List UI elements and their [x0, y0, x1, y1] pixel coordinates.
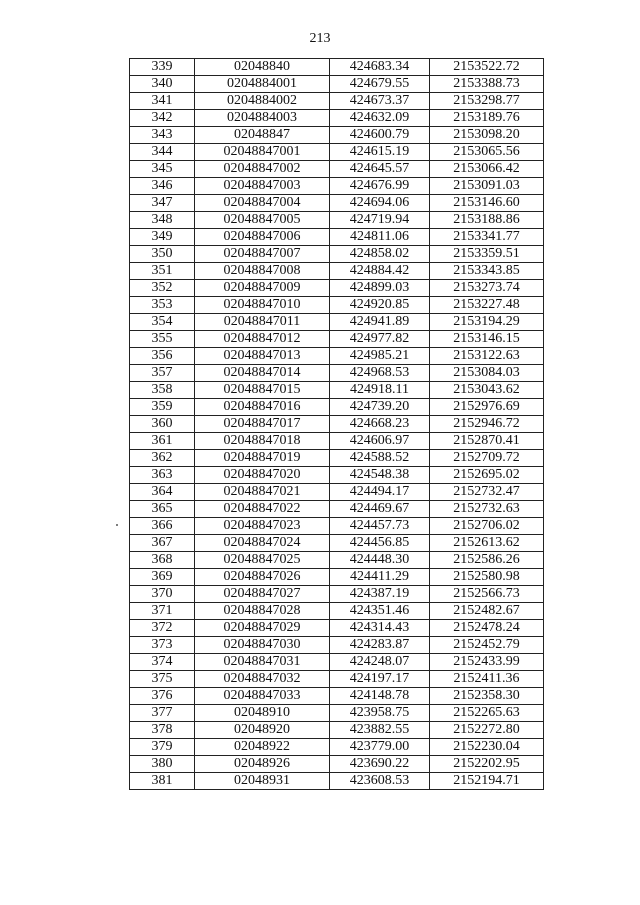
- y-coordinate-cell: 2153359.51: [430, 246, 544, 263]
- table-row: [130, 144, 544, 161]
- x-coordinate-cell: 424148.78: [330, 688, 430, 705]
- x-coordinate-cell: 424469.67: [330, 501, 430, 518]
- y-coordinate-cell: 2153065.56: [430, 144, 544, 161]
- row-number-cell: 351: [130, 263, 195, 280]
- x-coordinate-cell: 424606.97: [330, 433, 430, 450]
- row-number-cell: 373: [130, 637, 195, 654]
- row-number-cell: 341: [130, 93, 195, 110]
- table-row: [130, 535, 544, 552]
- point-id-cell: 02048847025: [195, 552, 330, 569]
- y-coordinate-cell: 2152202.95: [430, 756, 544, 773]
- y-coordinate-cell: 2152706.02: [430, 518, 544, 535]
- row-number-cell: 364: [130, 484, 195, 501]
- y-coordinate-cell: 2153084.03: [430, 365, 544, 382]
- row-number-cell: 345: [130, 161, 195, 178]
- row-number-cell: 349: [130, 229, 195, 246]
- y-coordinate-cell: 2152230.04: [430, 739, 544, 756]
- y-coordinate-cell: 2153194.29: [430, 314, 544, 331]
- y-coordinate-cell: 2152194.71: [430, 773, 544, 790]
- y-coordinate-cell: 2152613.62: [430, 535, 544, 552]
- coordinate-table-body: [130, 59, 544, 790]
- table-row: [130, 586, 544, 603]
- point-id-cell: 02048847010: [195, 297, 330, 314]
- y-coordinate-cell: 2153146.60: [430, 195, 544, 212]
- table-row: [130, 76, 544, 93]
- point-id-cell: 02048847027: [195, 586, 330, 603]
- point-id-cell: 0204884002: [195, 93, 330, 110]
- y-coordinate-cell: 2153189.76: [430, 110, 544, 127]
- x-coordinate-cell: 423608.53: [330, 773, 430, 790]
- table-row: [130, 195, 544, 212]
- point-id-cell: 02048847024: [195, 535, 330, 552]
- row-number-cell: 378: [130, 722, 195, 739]
- x-coordinate-cell: 424457.73: [330, 518, 430, 535]
- table-row: [130, 620, 544, 637]
- row-number-cell: 372: [130, 620, 195, 637]
- point-id-cell: 02048847004: [195, 195, 330, 212]
- coordinate-table: [129, 58, 544, 790]
- table-row: [130, 178, 544, 195]
- y-coordinate-cell: 2153388.73: [430, 76, 544, 93]
- point-id-cell: 02048931: [195, 773, 330, 790]
- x-coordinate-cell: 424588.52: [330, 450, 430, 467]
- row-number-cell: 365: [130, 501, 195, 518]
- x-coordinate-cell: 424411.29: [330, 569, 430, 586]
- point-id-cell: 02048847016: [195, 399, 330, 416]
- x-coordinate-cell: 424600.79: [330, 127, 430, 144]
- x-coordinate-cell: 423958.75: [330, 705, 430, 722]
- x-coordinate-cell: 424615.19: [330, 144, 430, 161]
- point-id-cell: 02048926: [195, 756, 330, 773]
- table-row: [130, 399, 544, 416]
- x-coordinate-cell: 424941.89: [330, 314, 430, 331]
- x-coordinate-cell: 423779.00: [330, 739, 430, 756]
- x-coordinate-cell: 424985.21: [330, 348, 430, 365]
- point-id-cell: 02048847017: [195, 416, 330, 433]
- point-id-cell: 02048847032: [195, 671, 330, 688]
- y-coordinate-cell: 2152709.72: [430, 450, 544, 467]
- point-id-cell: 02048910: [195, 705, 330, 722]
- x-coordinate-cell: 424673.37: [330, 93, 430, 110]
- row-number-cell: 346: [130, 178, 195, 195]
- row-number-cell: 358: [130, 382, 195, 399]
- table-row: [130, 773, 544, 790]
- y-coordinate-cell: 2152433.99: [430, 654, 544, 671]
- table-row: [130, 280, 544, 297]
- y-coordinate-cell: 2153227.48: [430, 297, 544, 314]
- row-number-cell: 376: [130, 688, 195, 705]
- point-id-cell: 02048847033: [195, 688, 330, 705]
- x-coordinate-cell: 423882.55: [330, 722, 430, 739]
- point-id-cell: 02048847029: [195, 620, 330, 637]
- table-row: [130, 433, 544, 450]
- point-id-cell: 02048847007: [195, 246, 330, 263]
- point-id-cell: 02048847022: [195, 501, 330, 518]
- x-coordinate-cell: 424351.46: [330, 603, 430, 620]
- table-row: [130, 348, 544, 365]
- table-row: [130, 722, 544, 739]
- table-row: [130, 501, 544, 518]
- y-coordinate-cell: 2153343.85: [430, 263, 544, 280]
- row-number-cell: 356: [130, 348, 195, 365]
- x-coordinate-cell: 424668.23: [330, 416, 430, 433]
- row-number-cell: 374: [130, 654, 195, 671]
- y-coordinate-cell: 2152946.72: [430, 416, 544, 433]
- table-row: [130, 382, 544, 399]
- row-number-cell: 368: [130, 552, 195, 569]
- point-id-cell: 02048847011: [195, 314, 330, 331]
- x-coordinate-cell: 424494.17: [330, 484, 430, 501]
- x-coordinate-cell: 424314.43: [330, 620, 430, 637]
- table-row: [130, 467, 544, 484]
- row-number-cell: 379: [130, 739, 195, 756]
- row-number-cell: 347: [130, 195, 195, 212]
- point-id-cell: 02048847023: [195, 518, 330, 535]
- row-number-cell: 366: [130, 518, 195, 535]
- point-id-cell: 02048847021: [195, 484, 330, 501]
- point-id-cell: 02048847012: [195, 331, 330, 348]
- row-number-cell: 362: [130, 450, 195, 467]
- point-id-cell: 02048847: [195, 127, 330, 144]
- x-coordinate-cell: 424387.19: [330, 586, 430, 603]
- table-row: [130, 671, 544, 688]
- row-number-cell: 344: [130, 144, 195, 161]
- x-coordinate-cell: 424977.82: [330, 331, 430, 348]
- x-coordinate-cell: 424448.30: [330, 552, 430, 569]
- x-coordinate-cell: 424197.17: [330, 671, 430, 688]
- y-coordinate-cell: 2153122.63: [430, 348, 544, 365]
- y-coordinate-cell: 2152358.30: [430, 688, 544, 705]
- point-id-cell: 02048840: [195, 59, 330, 76]
- row-number-cell: 354: [130, 314, 195, 331]
- point-id-cell: 0204884003: [195, 110, 330, 127]
- x-coordinate-cell: 424719.94: [330, 212, 430, 229]
- y-coordinate-cell: 2152482.67: [430, 603, 544, 620]
- table-row: [130, 297, 544, 314]
- row-number-cell: 363: [130, 467, 195, 484]
- point-id-cell: 02048922: [195, 739, 330, 756]
- x-coordinate-cell: 424968.53: [330, 365, 430, 382]
- point-id-cell: 02048847006: [195, 229, 330, 246]
- point-id-cell: 02048847018: [195, 433, 330, 450]
- table-row: [130, 93, 544, 110]
- point-id-cell: 02048847008: [195, 263, 330, 280]
- row-number-cell: 342: [130, 110, 195, 127]
- x-coordinate-cell: 424456.85: [330, 535, 430, 552]
- x-coordinate-cell: 424683.34: [330, 59, 430, 76]
- row-number-cell: 343: [130, 127, 195, 144]
- table-row: [130, 229, 544, 246]
- table-row: [130, 569, 544, 586]
- table-row: [130, 484, 544, 501]
- point-id-cell: 02048847005: [195, 212, 330, 229]
- x-coordinate-cell: 424283.87: [330, 637, 430, 654]
- y-coordinate-cell: 2153341.77: [430, 229, 544, 246]
- table-row: [130, 705, 544, 722]
- point-id-cell: 02048847014: [195, 365, 330, 382]
- y-coordinate-cell: 2152870.41: [430, 433, 544, 450]
- x-coordinate-cell: 424694.06: [330, 195, 430, 212]
- row-number-cell: 375: [130, 671, 195, 688]
- row-number-cell: 357: [130, 365, 195, 382]
- point-id-cell: 02048847013: [195, 348, 330, 365]
- row-number-cell: 377: [130, 705, 195, 722]
- x-coordinate-cell: 424918.11: [330, 382, 430, 399]
- y-coordinate-cell: 2153098.20: [430, 127, 544, 144]
- x-coordinate-cell: 424899.03: [330, 280, 430, 297]
- table-row: [130, 518, 544, 535]
- row-number-cell: 340: [130, 76, 195, 93]
- table-row: [130, 603, 544, 620]
- table-row: [130, 552, 544, 569]
- x-coordinate-cell: 424645.57: [330, 161, 430, 178]
- x-coordinate-cell: 424920.85: [330, 297, 430, 314]
- y-coordinate-cell: 2152695.02: [430, 467, 544, 484]
- point-id-cell: 02048847026: [195, 569, 330, 586]
- point-id-cell: 02048847030: [195, 637, 330, 654]
- row-number-cell: 370: [130, 586, 195, 603]
- x-coordinate-cell: 424248.07: [330, 654, 430, 671]
- point-id-cell: 02048847020: [195, 467, 330, 484]
- table-row: [130, 739, 544, 756]
- y-coordinate-cell: 2152586.26: [430, 552, 544, 569]
- row-number-cell: 367: [130, 535, 195, 552]
- y-coordinate-cell: 2153091.03: [430, 178, 544, 195]
- y-coordinate-cell: 2153522.72: [430, 59, 544, 76]
- y-coordinate-cell: 2152411.36: [430, 671, 544, 688]
- y-coordinate-cell: 2153298.77: [430, 93, 544, 110]
- row-number-cell: 381: [130, 773, 195, 790]
- table-row: [130, 654, 544, 671]
- x-coordinate-cell: 424632.09: [330, 110, 430, 127]
- row-number-cell: 353: [130, 297, 195, 314]
- table-row: [130, 59, 544, 76]
- x-coordinate-cell: 424739.20: [330, 399, 430, 416]
- row-number-cell: 361: [130, 433, 195, 450]
- row-number-cell: 348: [130, 212, 195, 229]
- point-id-cell: 02048847019: [195, 450, 330, 467]
- y-coordinate-cell: 2152272.80: [430, 722, 544, 739]
- point-id-cell: 02048847015: [195, 382, 330, 399]
- table-row: [130, 246, 544, 263]
- row-number-cell: 369: [130, 569, 195, 586]
- table-row: [130, 331, 544, 348]
- y-coordinate-cell: 2152478.24: [430, 620, 544, 637]
- table-row: [130, 161, 544, 178]
- table-row: [130, 263, 544, 280]
- row-number-cell: 350: [130, 246, 195, 263]
- table-row: [130, 127, 544, 144]
- row-number-cell: 352: [130, 280, 195, 297]
- table-row: [130, 212, 544, 229]
- y-coordinate-cell: 2153043.62: [430, 382, 544, 399]
- y-coordinate-cell: 2152265.63: [430, 705, 544, 722]
- row-number-cell: 355: [130, 331, 195, 348]
- y-coordinate-cell: 2153188.86: [430, 212, 544, 229]
- x-coordinate-cell: 424676.99: [330, 178, 430, 195]
- x-coordinate-cell: 423690.22: [330, 756, 430, 773]
- table-row: [130, 637, 544, 654]
- table-row: [130, 110, 544, 127]
- y-coordinate-cell: 2152976.69: [430, 399, 544, 416]
- point-id-cell: 02048920: [195, 722, 330, 739]
- row-number-cell: 371: [130, 603, 195, 620]
- point-id-cell: 0204884001: [195, 76, 330, 93]
- y-coordinate-cell: 2152566.73: [430, 586, 544, 603]
- y-coordinate-cell: 2152732.47: [430, 484, 544, 501]
- point-id-cell: 02048847028: [195, 603, 330, 620]
- point-id-cell: 02048847009: [195, 280, 330, 297]
- x-coordinate-cell: 424884.42: [330, 263, 430, 280]
- table-row: [130, 314, 544, 331]
- point-id-cell: 02048847003: [195, 178, 330, 195]
- row-number-cell: 359: [130, 399, 195, 416]
- row-number-cell: 380: [130, 756, 195, 773]
- x-coordinate-cell: 424548.38: [330, 467, 430, 484]
- y-coordinate-cell: 2152452.79: [430, 637, 544, 654]
- table-row: [130, 365, 544, 382]
- y-coordinate-cell: 2152580.98: [430, 569, 544, 586]
- x-coordinate-cell: 424858.02: [330, 246, 430, 263]
- table-row: [130, 416, 544, 433]
- table-row: [130, 756, 544, 773]
- y-coordinate-cell: 2153146.15: [430, 331, 544, 348]
- y-coordinate-cell: 2152732.63: [430, 501, 544, 518]
- y-coordinate-cell: 2153066.42: [430, 161, 544, 178]
- table-row: [130, 450, 544, 467]
- row-number-cell: 360: [130, 416, 195, 433]
- y-coordinate-cell: 2153273.74: [430, 280, 544, 297]
- row-number-cell: 339: [130, 59, 195, 76]
- point-id-cell: 02048847031: [195, 654, 330, 671]
- point-id-cell: 02048847002: [195, 161, 330, 178]
- scan-speck: [116, 524, 118, 526]
- page-number: 213: [309, 31, 331, 46]
- table-row: [130, 688, 544, 705]
- point-id-cell: 02048847001: [195, 144, 330, 161]
- x-coordinate-cell: 424679.55: [330, 76, 430, 93]
- x-coordinate-cell: 424811.06: [330, 229, 430, 246]
